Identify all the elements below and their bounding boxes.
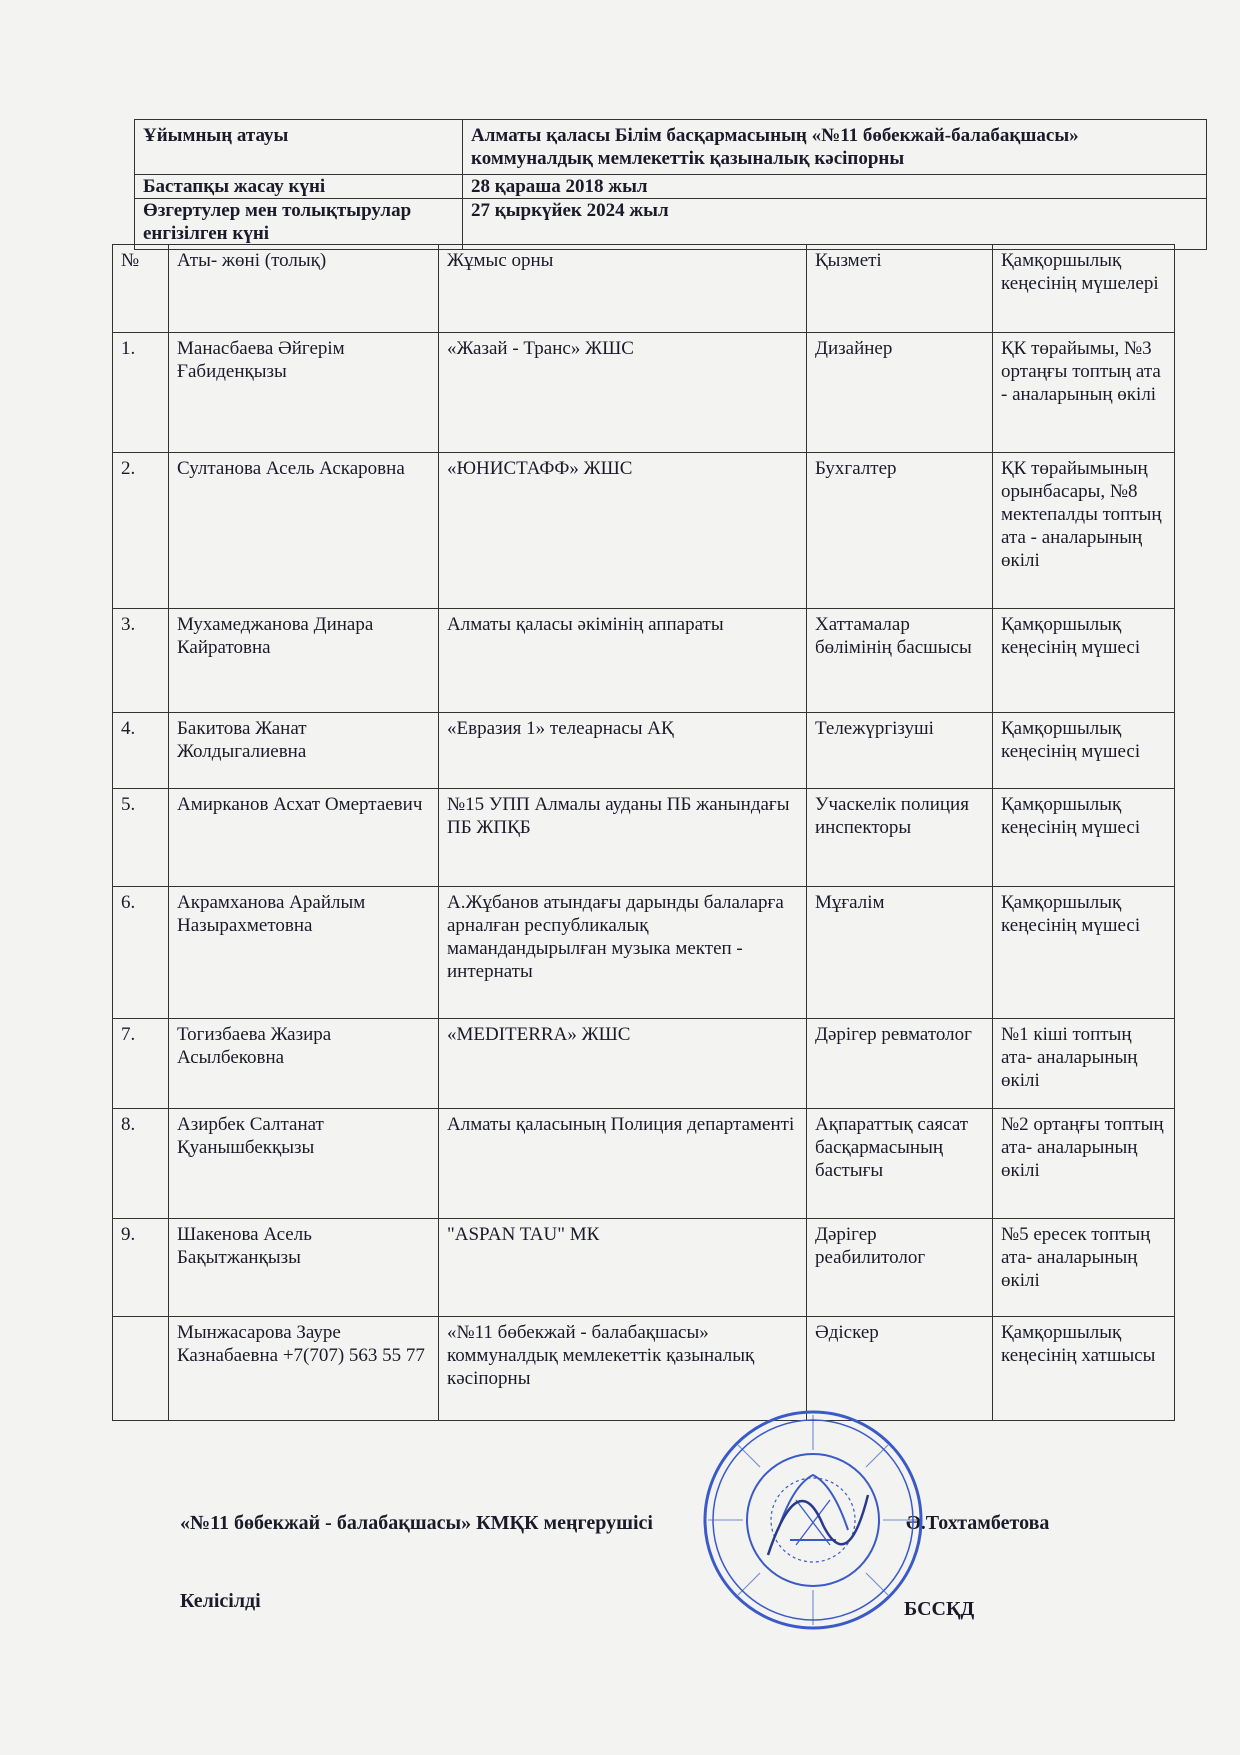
row-num: 9.	[113, 1219, 169, 1317]
row-name: Амирканов Асхат Омертаевич	[169, 789, 439, 887]
table-row	[113, 453, 1175, 609]
table-row	[113, 333, 1175, 453]
row-name: Мухамеджанова Динара Кайратовна	[169, 609, 439, 713]
table-row	[113, 1109, 1175, 1219]
table-row	[113, 1317, 1175, 1421]
created-value: 28 қараша 2018 жыл	[463, 175, 1207, 199]
col-num: №	[113, 245, 169, 333]
row-position: Бухгалтер	[807, 453, 993, 609]
col-position: Қызметі	[807, 245, 993, 333]
row-num: 8.	[113, 1109, 169, 1219]
row-name: Азирбек Салтанат Қуанышбекқызы	[169, 1109, 439, 1219]
row-position: Дизайнер	[807, 333, 993, 453]
row-position: Хаттамалар бөлімінің басшысы	[807, 609, 993, 713]
table-row	[113, 789, 1175, 887]
changes-label: Өзгертулер мен толықтырулар енгізілген күні	[135, 199, 463, 250]
head-title: «№11 бөбекжай - балабақшасы» КМҚК меңгерушісі	[180, 1512, 653, 1534]
row-num: 3.	[113, 609, 169, 713]
row-work: «№11 бөбекжай - балабақшасы» коммуналдық мемлекеттік қазыналық кәсіпорны	[439, 1317, 807, 1421]
table-row	[113, 887, 1175, 1019]
row-num: 2.	[113, 453, 169, 609]
table-row	[113, 1019, 1175, 1109]
row-position: Учаскелік полиция инспекторы	[807, 789, 993, 887]
row-num: 1.	[113, 333, 169, 453]
row-num: 5.	[113, 789, 169, 887]
row-name: Шакенова Асель Бақытжанқызы	[169, 1219, 439, 1317]
agreed-label: Келісілді	[180, 1590, 261, 1612]
table-row	[113, 713, 1175, 789]
row-role: Қамқоршылық кеңесінің хатшысы	[993, 1317, 1175, 1421]
row-position: Әдіскер	[807, 1317, 993, 1421]
col-name: Аты- жөні (толық)	[169, 245, 439, 333]
head-name: Ә.Тохтамбетова	[906, 1512, 1050, 1534]
row-name: Бакитова Жанат Жолдыгалиевна	[169, 713, 439, 789]
header-table	[134, 119, 1207, 250]
row-position: Ақпараттық саясат басқармасының бастығы	[807, 1109, 993, 1219]
row-num: 7.	[113, 1019, 169, 1109]
org-value: Алматы қаласы Білім басқармасының «№11 бөбекжай-балабақшасы» коммуналдық мемлекеттік қазыналық кәсіпорны	[463, 120, 1207, 175]
row-name: Мынжасарова Зауре Казнабаевна +7(707) 563 55 77	[169, 1317, 439, 1421]
row-position: Тележүргізуші	[807, 713, 993, 789]
row-role: №1 кіші топтың ата- аналарының өкілі	[993, 1019, 1175, 1109]
row-position: Мұғалім	[807, 887, 993, 1019]
row-work: «Жазай - Транс» ЖШС	[439, 333, 807, 453]
row-num	[113, 1317, 169, 1421]
row-role: ҚК төрайымы, №3 ортаңғы топтың ата - аналарының өкілі	[993, 333, 1175, 453]
row-work: «ЮНИСТАФФ» ЖШС	[439, 453, 807, 609]
row-position: Дәрігер реабилитолог	[807, 1219, 993, 1317]
table-row	[113, 1219, 1175, 1317]
table-header-row	[113, 245, 1175, 333]
row-name: Султанова Асель Аскаровна	[169, 453, 439, 609]
row-work: Алматы қаласының Полиция департаменті	[439, 1109, 807, 1219]
members-table	[112, 244, 1175, 1421]
row-role: ҚК төрайымының орынбасары, №8 мектепалды топтың ата - аналарының өкілі	[993, 453, 1175, 609]
row-role: Қамқоршылық кеңесінің мүшесі	[993, 609, 1175, 713]
official-stamp-icon	[698, 1405, 928, 1635]
col-role: Қамқоршылық кеңесінің мүшелері	[993, 245, 1175, 333]
row-work: Алматы қаласы әкімінің аппараты	[439, 609, 807, 713]
row-position: Дәрігер ревматолог	[807, 1019, 993, 1109]
row-name: Тогизбаева Жазира Асылбековна	[169, 1019, 439, 1109]
row-work: "ASPAN TAU" МК	[439, 1219, 807, 1317]
row-role: №5 ересек топтың ата- аналарының өкілі	[993, 1219, 1175, 1317]
row-work: №15 УПП Алмалы ауданы ПБ жанындағы ПБ ЖПҚБ	[439, 789, 807, 887]
created-label: Бастапқы жасау күні	[135, 175, 463, 199]
agreed-org: БССҚД	[904, 1598, 975, 1620]
org-label: Ұйымның атауы	[135, 120, 463, 175]
signature-icon	[768, 1495, 868, 1555]
row-num: 4.	[113, 713, 169, 789]
row-work: А.Жұбанов атындағы дарынды балаларға арналған республикалық мамандандырылған музыка мектеп - интернаты	[439, 887, 807, 1019]
row-role: №2 ортаңғы топтың ата- аналарының өкілі	[993, 1109, 1175, 1219]
changes-value: 27 қыркүйек 2024 жыл	[463, 199, 1207, 250]
col-work: Жұмыс орны	[439, 245, 807, 333]
table-row	[113, 609, 1175, 713]
row-role: Қамқоршылық кеңесінің мүшесі	[993, 789, 1175, 887]
row-name: Акрамханова Арайлым Назырахметовна	[169, 887, 439, 1019]
row-role: Қамқоршылық кеңесінің мүшесі	[993, 713, 1175, 789]
row-work: «MEDITERRA» ЖШС	[439, 1019, 807, 1109]
row-role: Қамқоршылық кеңесінің мүшесі	[993, 887, 1175, 1019]
row-name: Манасбаева Әйгерім Ғабиденқызы	[169, 333, 439, 453]
row-work: «Евразия 1» телеарнасы АҚ	[439, 713, 807, 789]
row-num: 6.	[113, 887, 169, 1019]
